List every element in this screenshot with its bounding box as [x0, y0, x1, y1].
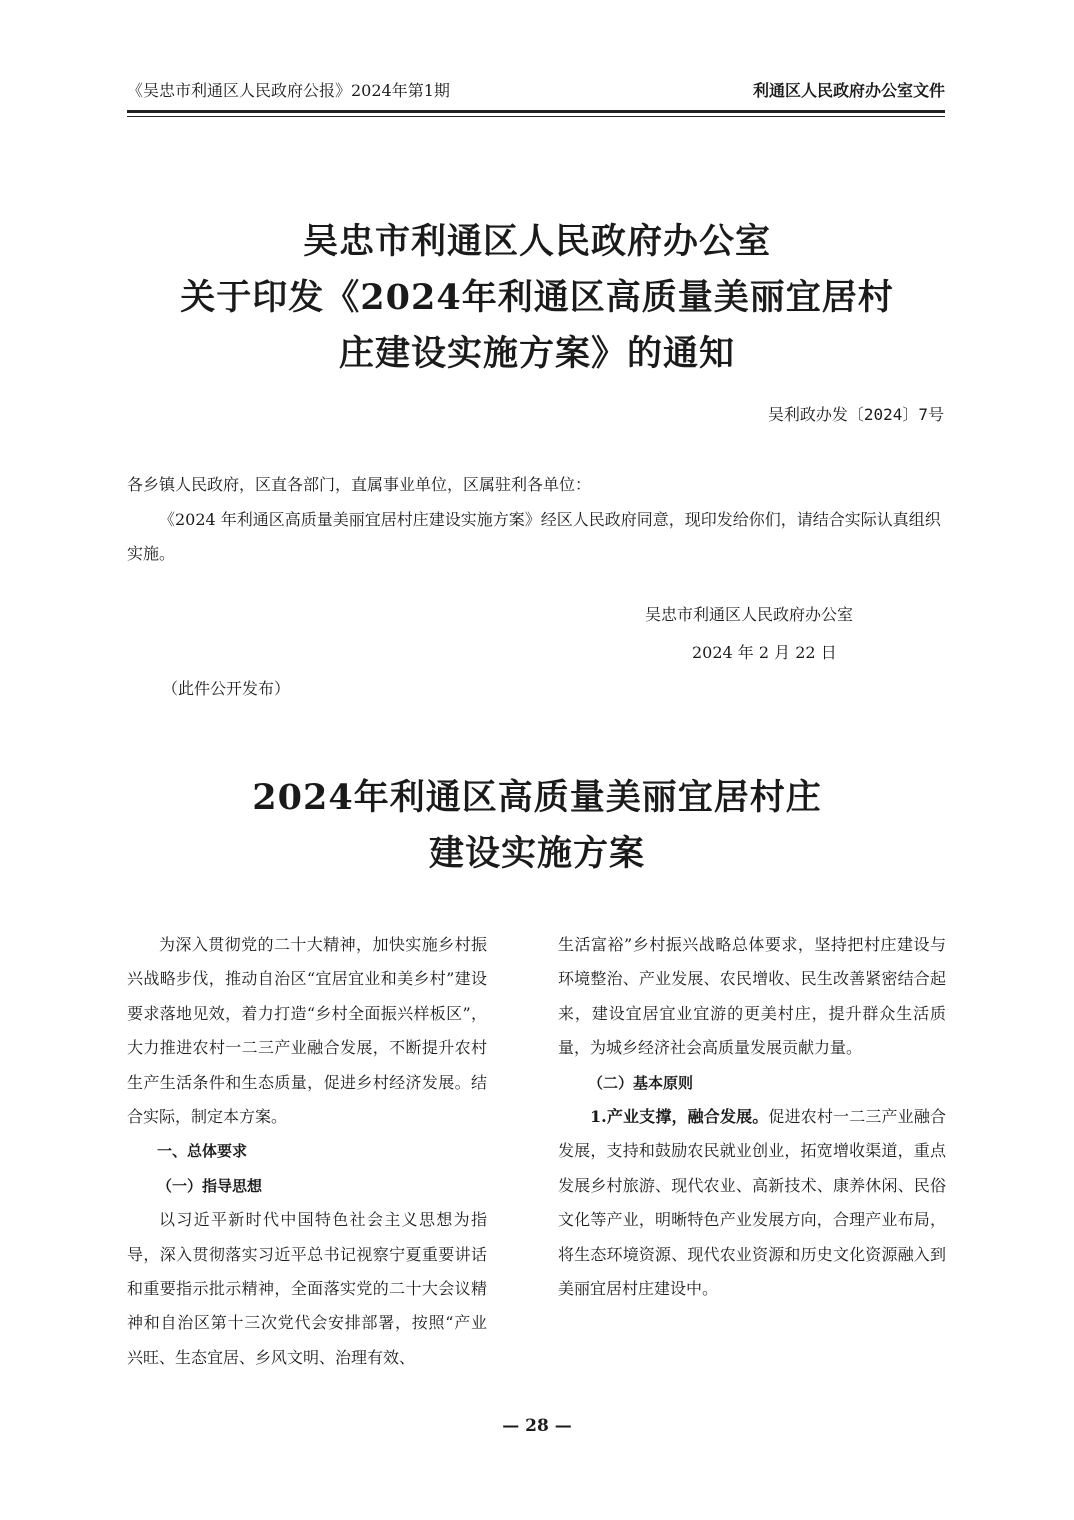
subsection-heading: （一）指导思想 [157, 1176, 263, 1195]
header-rule-thin [127, 116, 945, 117]
right-column [558, 928, 946, 1306]
section-heading: 一、总体要求 [157, 1142, 248, 1161]
plan-title [100, 770, 974, 882]
issue-date: 2024 年 2 月 22 日 [692, 643, 837, 662]
header-rule-thick [127, 110, 945, 113]
left-column [127, 928, 487, 1375]
publication-note: （此件公开发布） [162, 679, 291, 698]
intro-paragraph: 为深入贯彻党的二十大精神，加快实施乡村振兴战略步伐，推动自治区“宜居宜业和美乡村”建设要求落地见效，着力打造“乡村全面振兴样板区”，大力推进农村一二三产业融合发展，不断提升农村生产生活条件和生态质量，促进乡村经济发展。结合实际，制定本方案。 [127, 935, 487, 1127]
notice-title-line: 庄建设实施方案》的通知 [338, 333, 735, 374]
plan-title-line: 建设实施方案 [428, 833, 645, 874]
continued-paragraph: 生活富裕”乡村振兴战略总体要求，坚持把村庄建设与环境整治、产业发展、农民增收、民生改善紧密结合起来，建设宜居宜业宜游的更美村庄，提升群众生活质量，为城乡经济社会高质量发展贡献力量。 [558, 935, 946, 1058]
addressee: 各乡镇人民政府，区直各部门，直属事业单位，区属驻利各单位： [127, 475, 592, 494]
guiding-paragraph: 以习近平新时代中国特色社会主义思想为指导，深入贯彻落实习近平总书记视察宁夏重要讲话和重要指示批示精神，全面落实党的二十大会议精神和自治区第十三次党代会安排部署，按照“产业兴旺、生态宜居、乡风文明、治理有效、 [127, 1210, 487, 1367]
running-header [127, 78, 945, 108]
notice-title [100, 214, 974, 382]
principle-lead: 1.产业支撑，融合发展。 [590, 1107, 769, 1127]
principle-text: 促进农村一二三产业融合发展，支持和鼓励农民就业创业，拓宽增收渠道，重点发展乡村旅游、现代农业、高新技术、康养休闲、民俗文化等产业，明晰特色产业发展方向，合理产业布局，将生态环境资源、现代农业资源和历史文化资源融入到美丽宜居村庄建设中。 [558, 1107, 946, 1299]
page-number: — 28 — [502, 1416, 572, 1436]
notice-title-line: 吴忠市利通区人民政府办公室 [302, 221, 771, 262]
bulletin-issue-label: 《吴忠市利通区人民政府公报》2024年第1期 [127, 81, 450, 100]
principle-paragraph [558, 1100, 946, 1306]
document-category-label: 利通区人民政府办公室文件 [752, 81, 945, 100]
subsection-heading: （二）基本原则 [588, 1073, 694, 1092]
issuing-office: 吴忠市利通区人民政府办公室 [645, 605, 854, 624]
notice-body: 《2024 年利通区高质量美丽宜居村庄建设实施方案》经区人民政府同意，现印发给你们，请结合实际认真组织实施。 [127, 510, 941, 563]
notice-title-line: 关于印发《2024年利通区高质量美丽宜居村 [180, 277, 894, 318]
document-number: 吴利政办发〔2024〕7号 [767, 405, 944, 424]
plan-title-line: 2024年利通区高质量美丽宜居村庄 [252, 777, 822, 818]
